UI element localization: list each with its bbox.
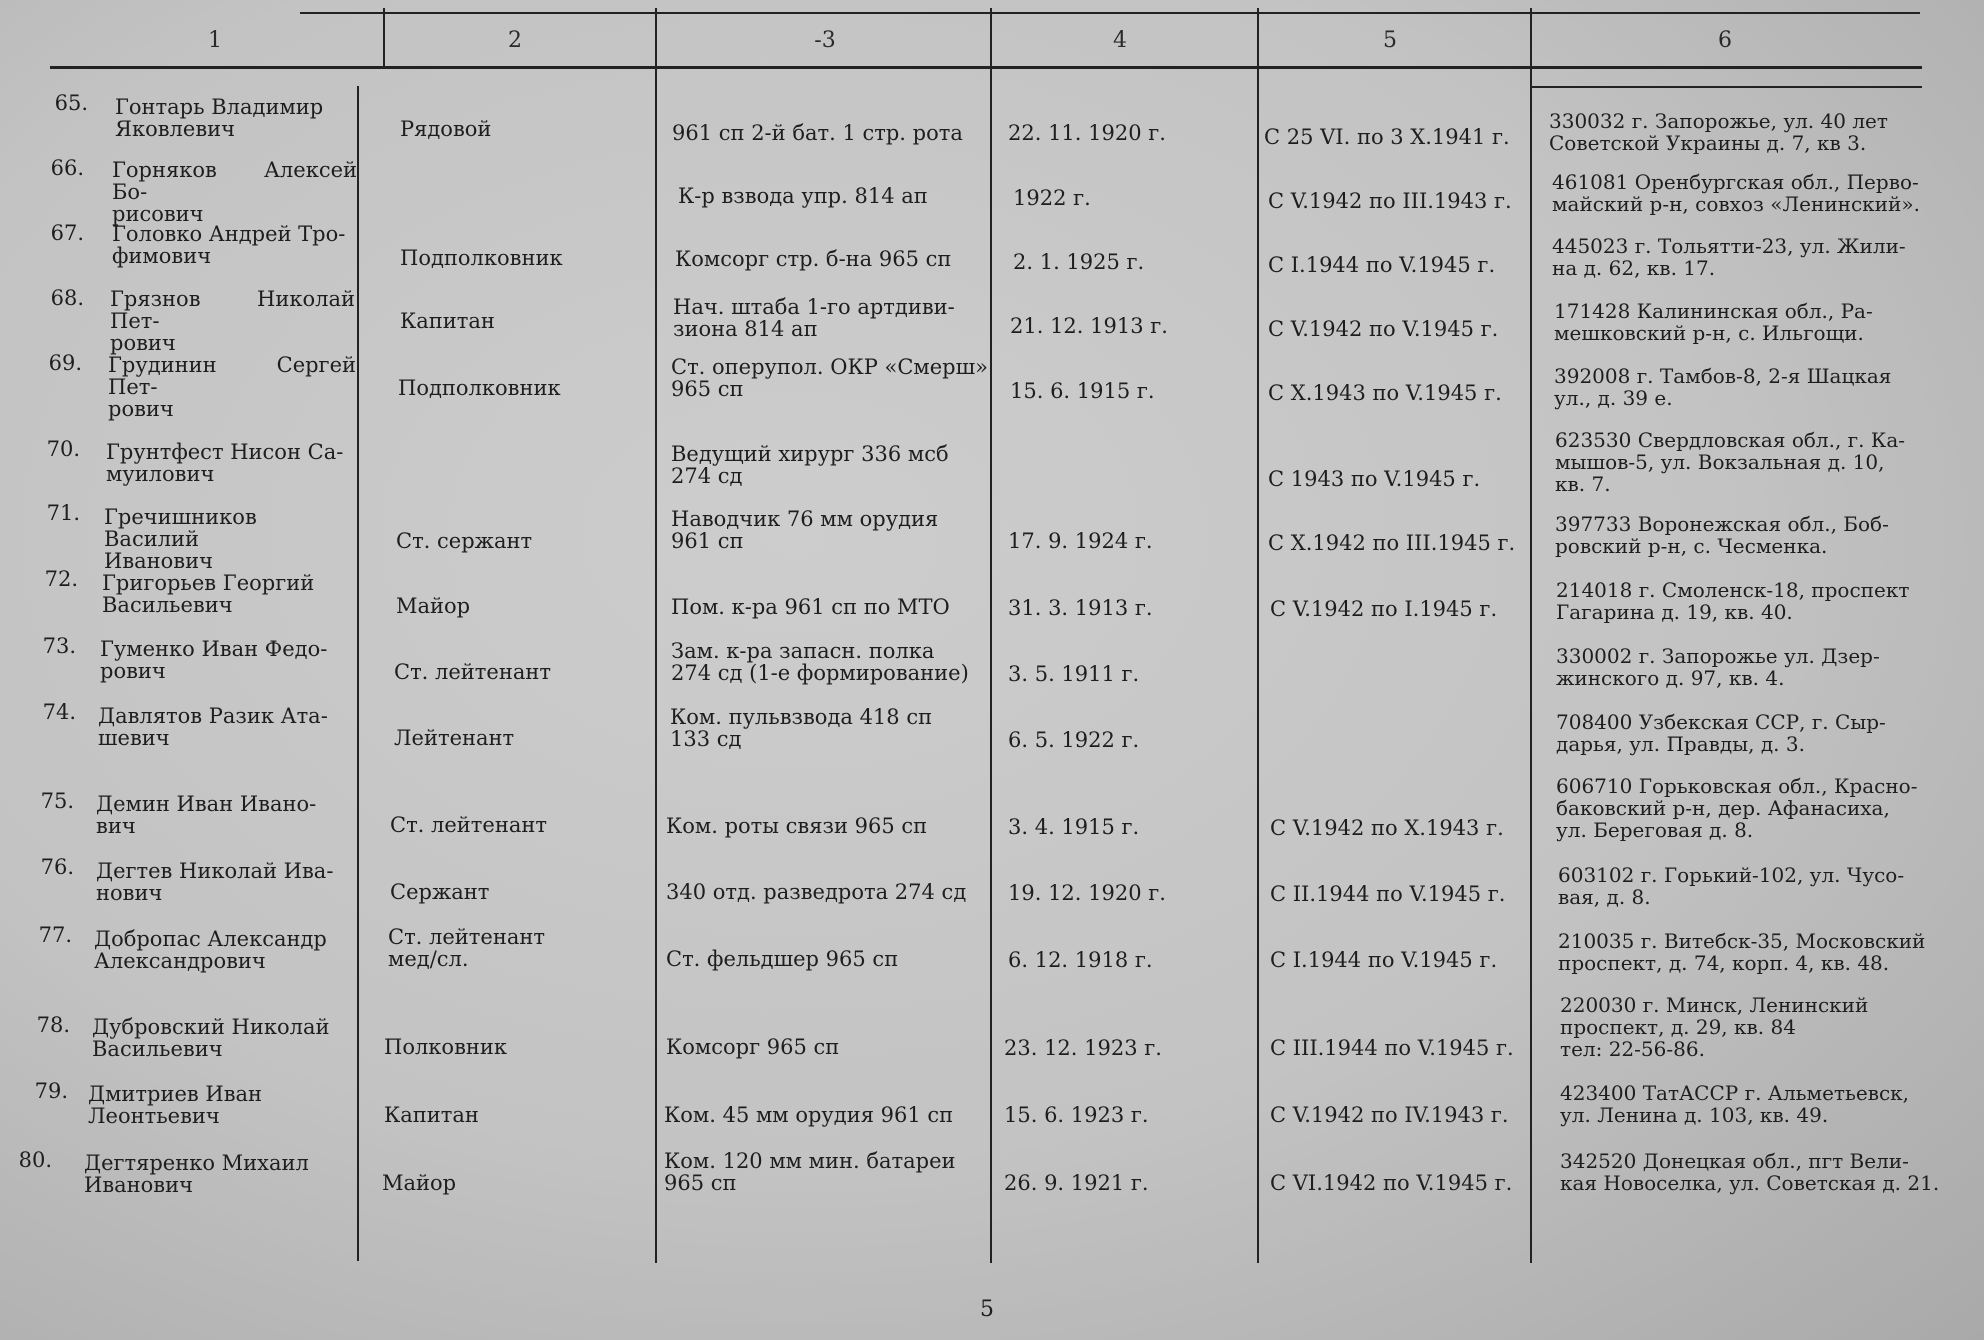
- unit-position: Комсорг стр. б-на 965 сп: [675, 247, 952, 271]
- birth-date: 19. 12. 1920 г.: [1008, 881, 1166, 905]
- column-header-2: 2: [508, 28, 522, 53]
- row-number: 67.: [50, 221, 84, 245]
- column-divider-5: [1530, 8, 1532, 1263]
- rank: Ст. лейтенант: [390, 813, 547, 837]
- address: 330002 г. Запорожье ул. Дзер- жинского д. 97, кв. 4.: [1556, 644, 1880, 690]
- unit-position: Ком. 45 мм орудия 961 сп: [664, 1103, 954, 1127]
- address: 423400 ТатАССР г. Альметьевск, ул. Ленина д. 103, кв. 49.: [1560, 1081, 1910, 1127]
- service-period: С X.1942 по III.1945 г.: [1268, 531, 1516, 555]
- rank: Ст. лейтенант мед/сл.: [388, 925, 545, 971]
- column-divider-3: [990, 8, 992, 1263]
- birth-date: 2. 1. 1925 г.: [1013, 250, 1145, 274]
- person-name: Горняков Алексей Бо- рисович: [112, 158, 357, 226]
- service-period: С VI.1942 по V.1945 г.: [1270, 1171, 1513, 1195]
- address: 210035 г. Витебск-35, Московский проспект, д. 74, корп. 4, кв. 48.: [1558, 929, 1926, 975]
- page-number: 5: [980, 1297, 994, 1322]
- column-divider-1-body: [357, 86, 359, 1261]
- person-name: Давлятов Разик Ата- шевич: [98, 704, 328, 750]
- column-divider-4: [1257, 8, 1259, 1263]
- rank: Майор: [382, 1171, 457, 1195]
- person-name: Григорьев Георгий Васильевич: [102, 571, 315, 617]
- person-name: Гонтарь Владимир Яковлевич: [115, 95, 324, 141]
- rank: Рядовой: [400, 117, 492, 141]
- address: 330032 г. Запорожье, ул. 40 лет Советской Украины д. 7, кв 3.: [1549, 109, 1888, 155]
- address: 445023 г. Тольятти-23, ул. Жили- на д. 62, кв. 17.: [1552, 234, 1906, 280]
- unit-position: Нач. штаба 1-го артдиви- зиона 814 ап: [673, 295, 955, 341]
- row-number: 75.: [40, 789, 74, 813]
- service-period: С V.1942 по X.1943 г.: [1270, 816, 1504, 840]
- address: 603102 г. Горький-102, ул. Чусо- вая, д. 8.: [1558, 863, 1905, 909]
- person-name: Демин Иван Ивано- вич: [96, 792, 317, 838]
- rank: Лейтенант: [394, 726, 515, 750]
- rank: Капитан: [400, 309, 495, 333]
- column-header-1: 1: [208, 28, 222, 53]
- unit-position: Наводчик 76 мм орудия 961 сп: [671, 507, 939, 553]
- birth-date: 26. 9. 1921 г.: [1004, 1171, 1149, 1195]
- unit-position: Зам. к-ра запасн. полка 274 сд (1-е формирование): [671, 639, 969, 685]
- row-number: 78.: [36, 1013, 70, 1037]
- birth-date: 31. 3. 1913 г.: [1008, 596, 1153, 620]
- rank: Сержант: [390, 880, 490, 904]
- rank: Ст. лейтенант: [394, 660, 551, 684]
- row-number: 80.: [18, 1148, 52, 1172]
- address: 392008 г. Тамбов-8, 2-я Шацкая ул., д. 39 е.: [1554, 364, 1892, 410]
- person-name: Добропас Александр Александрович: [94, 927, 327, 973]
- unit-position: Комсорг 965 сп: [666, 1035, 840, 1059]
- person-name: Грунтфест Нисон Са- муилович: [106, 440, 344, 486]
- row-number: 72.: [44, 567, 78, 591]
- person-name: Дмитриев Иван Леонтьевич: [88, 1082, 263, 1128]
- birth-date: 22. 11. 1920 г.: [1008, 121, 1166, 145]
- service-period: С II.1944 по V.1945 г.: [1270, 882, 1506, 906]
- unit-position: Ком. 120 мм мин. батареи 965 сп: [664, 1149, 956, 1195]
- birth-date: 15. 6. 1915 г.: [1010, 379, 1155, 403]
- header-rule: [50, 66, 1922, 69]
- column-header-5: 5: [1383, 28, 1397, 53]
- unit-position: Ведущий хирург 336 мсб 274 сд: [671, 442, 949, 488]
- service-period: С 25 VI. по 3 X.1941 г.: [1264, 125, 1510, 149]
- header-underline: [1530, 86, 1922, 88]
- service-period: С X.1943 по V.1945 г.: [1268, 381, 1502, 405]
- unit-position: Ком. роты связи 965 сп: [666, 814, 928, 838]
- row-number: 71.: [46, 501, 80, 525]
- address: 606710 Горьковская обл., Красно- баковский р-н, дер. Афанасиха, ул. Береговая д. 8.: [1556, 774, 1918, 842]
- person-name: Дубровский Николай Васильевич: [92, 1015, 330, 1061]
- row-number: 65.: [54, 91, 88, 115]
- address: 171428 Калининская обл., Ра- мешковский р-н, с. Ильгощи.: [1554, 299, 1873, 345]
- service-period: С I.1944 по V.1945 г.: [1270, 948, 1498, 972]
- service-period: С V.1942 по I.1945 г.: [1270, 597, 1498, 621]
- birth-date: 15. 6. 1923 г.: [1004, 1103, 1149, 1127]
- birth-date: 21. 12. 1913 г.: [1010, 314, 1168, 338]
- person-name: Грудинин Сергей Пет- рович: [108, 353, 356, 421]
- person-name: Гуменко Иван Федо- рович: [100, 637, 328, 683]
- birth-date: 17. 9. 1924 г.: [1008, 529, 1153, 553]
- birth-date: 23. 12. 1923 г.: [1004, 1036, 1162, 1060]
- service-period: С III.1944 по V.1945 г.: [1270, 1036, 1514, 1060]
- address: 623530 Свердловская обл., г. Ка- мышов-5, ул. Вокзальная д. 10, кв. 7.: [1555, 428, 1906, 496]
- unit-position: Ст. фельдшер 965 сп: [666, 947, 899, 971]
- person-name: Грязнов Николай Пет- рович: [110, 287, 355, 355]
- birth-date: 3. 4. 1915 г.: [1008, 815, 1140, 839]
- birth-date: 1922 г.: [1013, 186, 1091, 210]
- address: 220030 г. Минск, Ленинский проспект, д. 29, кв. 84 тел: 22-56-86.: [1560, 993, 1869, 1061]
- person-name: Головко Андрей Тро- фимович: [112, 222, 346, 268]
- row-number: 74.: [42, 700, 76, 724]
- rank: Капитан: [384, 1103, 479, 1127]
- row-number: 66.: [50, 156, 84, 180]
- unit-position: Пом. к-ра 961 сп по МТО: [671, 595, 950, 619]
- rank: Майор: [396, 594, 471, 618]
- unit-position: К-р взвода упр. 814 ап: [678, 184, 928, 208]
- row-number: 69.: [48, 351, 82, 375]
- column-divider-1: [383, 8, 385, 68]
- address: 342520 Донецкая обл., пгт Вели- кая Новоселка, ул. Советская д. 21.: [1560, 1149, 1940, 1195]
- column-header-4: 4: [1113, 28, 1127, 53]
- rank: Ст. сержант: [396, 529, 533, 553]
- top-rule: [300, 12, 1920, 14]
- address: 708400 Узбекская ССР, г. Сыр- дарья, ул. Правды, д. 3.: [1556, 710, 1886, 756]
- unit-position: Ком. пульвзвода 418 сп 133 сд: [670, 705, 933, 751]
- address: 214018 г. Смоленск-18, проспект Гагарина д. 19, кв. 40.: [1556, 578, 1910, 624]
- column-divider-2: [655, 8, 657, 1263]
- row-number: 77.: [38, 923, 72, 947]
- row-number: 73.: [42, 634, 76, 658]
- person-name: Дегтяренко Михаил Иванович: [84, 1151, 309, 1197]
- address: 397733 Воронежская обл., Боб- ровский р-н, с. Чесменка.: [1555, 512, 1889, 558]
- row-number: 70.: [46, 437, 80, 461]
- birth-date: 6. 5. 1922 г.: [1008, 728, 1140, 752]
- rank: Подполковник: [398, 376, 561, 400]
- unit-position: Ст. оперупол. ОКР «Смерш» 965 сп: [671, 355, 988, 401]
- service-period: С V.1942 по V.1945 г.: [1268, 317, 1499, 341]
- column-header-3: -3: [814, 28, 836, 53]
- service-period: С I.1944 по V.1945 г.: [1268, 253, 1496, 277]
- service-period: С 1943 по V.1945 г.: [1268, 467, 1481, 491]
- unit-position: 961 сп 2-й бат. 1 стр. рота: [672, 121, 963, 145]
- person-name: Гречишников Василий Иванович: [104, 505, 257, 573]
- row-number: 68.: [50, 286, 84, 310]
- address: 461081 Оренбургская обл., Перво- майский р-н, совхоз «Ленинский».: [1552, 170, 1920, 216]
- birth-date: 6. 12. 1918 г.: [1008, 948, 1153, 972]
- service-period: С V.1942 по IV.1943 г.: [1270, 1103, 1509, 1127]
- row-number: 76.: [40, 855, 74, 879]
- birth-date: 3. 5. 1911 г.: [1008, 662, 1140, 686]
- service-period: С V.1942 по III.1943 г.: [1268, 189, 1512, 213]
- rank: Подполковник: [400, 246, 563, 270]
- rank: Полковник: [384, 1035, 508, 1059]
- unit-position: 340 отд. разведрота 274 сд: [666, 880, 967, 904]
- column-header-6: 6: [1718, 28, 1732, 53]
- person-name: Дегтев Николай Ива- нович: [96, 859, 334, 905]
- row-number: 79.: [34, 1079, 68, 1103]
